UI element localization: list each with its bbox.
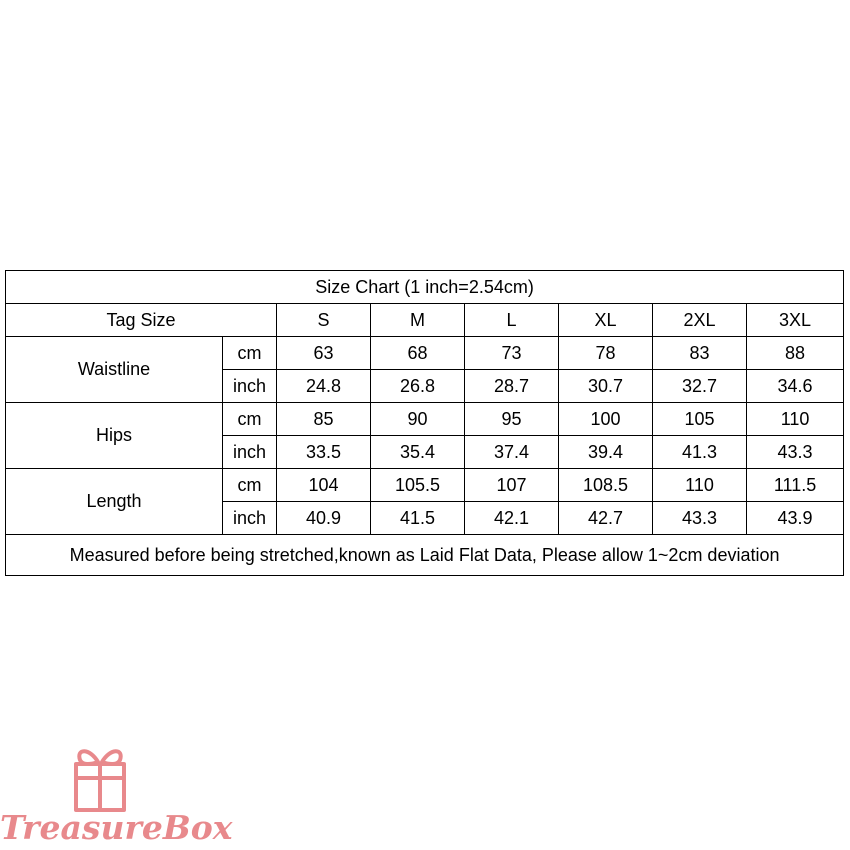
hips-cm-l: 95: [465, 403, 559, 436]
hips-cm-3xl: 110: [747, 403, 844, 436]
chart-title: Size Chart (1 inch=2.54cm): [6, 271, 844, 304]
size-header-3xl: 3XL: [747, 304, 844, 337]
waistline-cm-s: 63: [277, 337, 371, 370]
length-cm-row: [6, 469, 844, 502]
size-header-l: L: [465, 304, 559, 337]
unit-inch-label: inch: [223, 436, 277, 469]
length-cm-2xl: 110: [653, 469, 747, 502]
hips-cm-2xl: 105: [653, 403, 747, 436]
unit-cm-label: cm: [223, 403, 277, 436]
length-cm-m: 105.5: [371, 469, 465, 502]
waistline-inch-m: 26.8: [371, 370, 465, 403]
length-inch-s: 40.9: [277, 502, 371, 535]
waistline-cm-m: 68: [371, 337, 465, 370]
unit-cm-label: cm: [223, 469, 277, 502]
unit-cm-label: cm: [223, 337, 277, 370]
hips-inch-2xl: 41.3: [653, 436, 747, 469]
hips-inch-m: 35.4: [371, 436, 465, 469]
hips-cm-xl: 100: [559, 403, 653, 436]
length-inch-xl: 42.7: [559, 502, 653, 535]
hips-cm-row: [6, 403, 844, 436]
unit-inch-label: inch: [223, 370, 277, 403]
hips-label: Hips: [6, 403, 223, 469]
size-chart-table: [5, 270, 844, 576]
size-header-xl: XL: [559, 304, 653, 337]
length-cm-3xl: 111.5: [747, 469, 844, 502]
waistline-inch-2xl: 32.7: [653, 370, 747, 403]
hips-inch-3xl: 43.3: [747, 436, 844, 469]
hips-inch-l: 37.4: [465, 436, 559, 469]
length-inch-3xl: 43.9: [747, 502, 844, 535]
waistline-inch-l: 28.7: [465, 370, 559, 403]
hips-cm-m: 90: [371, 403, 465, 436]
length-inch-l: 42.1: [465, 502, 559, 535]
waistline-inch-xl: 30.7: [559, 370, 653, 403]
unit-inch-label: inch: [223, 502, 277, 535]
waistline-cm-row: [6, 337, 844, 370]
waistline-cm-3xl: 88: [747, 337, 844, 370]
measurement-note: Measured before being stretched,known as Laid Flat Data, Please allow 1~2cm deviation: [6, 535, 844, 576]
gift-box-icon: [70, 738, 130, 814]
length-cm-l: 107: [465, 469, 559, 502]
waistline-label: Waistline: [6, 337, 223, 403]
size-header-s: S: [277, 304, 371, 337]
hips-inch-xl: 39.4: [559, 436, 653, 469]
waistline-inch-3xl: 34.6: [747, 370, 844, 403]
waistline-cm-xl: 78: [559, 337, 653, 370]
hips-cm-s: 85: [277, 403, 371, 436]
length-label: Length: [6, 469, 223, 535]
size-header-2xl: 2XL: [653, 304, 747, 337]
waistline-cm-l: 73: [465, 337, 559, 370]
waistline-inch-s: 24.8: [277, 370, 371, 403]
length-inch-m: 41.5: [371, 502, 465, 535]
length-cm-s: 104: [277, 469, 371, 502]
waistline-cm-2xl: 83: [653, 337, 747, 370]
treasurebox-logo: [0, 738, 233, 850]
size-header-m: M: [371, 304, 465, 337]
hips-inch-s: 33.5: [277, 436, 371, 469]
tag-size-label: Tag Size: [6, 304, 277, 337]
length-cm-xl: 108.5: [559, 469, 653, 502]
logo-wordmark: TreasureBox: [0, 808, 233, 847]
length-inch-2xl: 43.3: [653, 502, 747, 535]
